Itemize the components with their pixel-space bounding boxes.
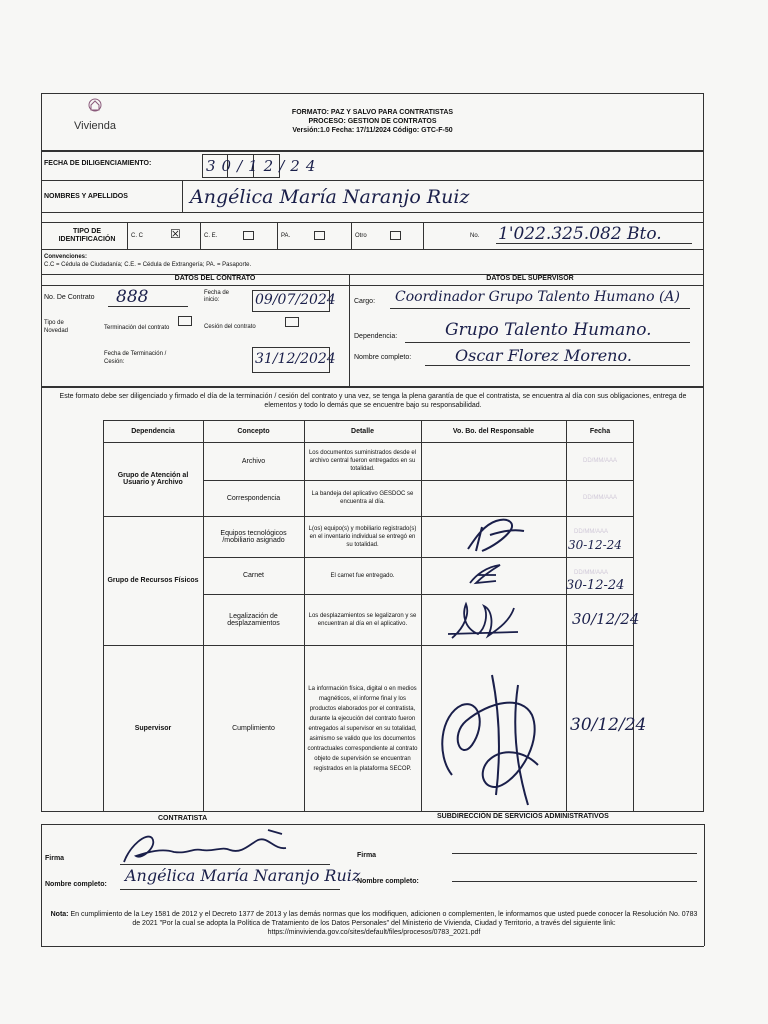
terminacion-checkbox[interactable] xyxy=(178,316,192,326)
fecha-field[interactable] xyxy=(202,154,322,178)
row-concepto: Equipos tecnológicos /mobiliario asignado xyxy=(220,529,287,544)
pa-checkbox[interactable] xyxy=(314,231,325,240)
no-label: No. xyxy=(470,233,480,239)
fecha-terminacion-field[interactable] xyxy=(252,347,336,373)
fecha-label: FECHA DE DILIGENCIAMIENTO: xyxy=(44,160,152,167)
nombre-value[interactable]: Angélica María Naranjo Ruiz xyxy=(125,866,361,885)
fecha-terminacion-value: 31/12/2024 xyxy=(255,351,336,367)
instruction-text: Este formato debe ser diligenciado y firmado el día de la terminación / cesión del contrato y una vez, se tenga la plena garantía de que el contratista, se encuentra al día con sus obligaciones, entrega de elementos y todo lo demás que se encuentre bajo su responsabilidad. xyxy=(59,393,687,409)
cargo-value[interactable]: Coordinador Grupo Talento Humano (A) xyxy=(395,289,680,305)
row-concepto: Legalización de desplazamientos xyxy=(227,612,280,627)
row-fecha-placeholder: DD/MM/AAA xyxy=(574,570,609,576)
row-detalle: El carnet fue entregado. xyxy=(330,572,395,579)
row-detalle: L(os) equipo(s) y mobiliario registrado(s) en el inventario individual se entregó en su totalidad. xyxy=(308,525,417,548)
firma-label: Firma xyxy=(45,855,65,862)
row-fecha-value[interactable]: 30-12-24 xyxy=(568,538,622,552)
group-atencion: Grupo de Atención al Usuario y Archivo xyxy=(117,472,189,486)
header-title xyxy=(200,108,545,135)
signature-supervisor xyxy=(432,665,562,810)
convenciones-title: Convenciones: xyxy=(44,254,88,260)
firma2-label: Firma xyxy=(357,852,377,859)
row-fecha-value[interactable]: 30/12/24 xyxy=(570,715,647,735)
nota-block xyxy=(48,910,700,937)
dependencia-label: Dependencia: xyxy=(354,333,398,340)
process-title: PROCESO: GESTION DE CONTRATOS xyxy=(308,118,437,125)
tipo-id-label: TIPO DE IDENTIFICACIÓN xyxy=(58,228,116,243)
nombres-label: NOMBRES Y APELLIDOS xyxy=(44,193,128,200)
no-value[interactable]: 1'022.325.082 Bto. xyxy=(498,224,662,244)
cc-label: C. C xyxy=(131,233,143,239)
group-recursos: Grupo de Recursos Físicos xyxy=(107,577,199,584)
fecha-terminacion-label: Fecha de Terminación / Cesión: xyxy=(104,351,167,365)
ce-label: C. E. xyxy=(204,233,218,239)
nota-label: Nota: xyxy=(50,911,69,918)
signature-equipos xyxy=(462,517,532,555)
nombres-value[interactable]: Angélica María Naranjo Ruiz xyxy=(190,186,470,208)
no-contrato-value[interactable]: 888 xyxy=(116,287,149,307)
dependencia-value[interactable]: Grupo Talento Humano. xyxy=(445,320,652,340)
col-concepto: Concepto xyxy=(237,427,270,435)
fecha-inicio-field[interactable] xyxy=(252,290,336,312)
row-concepto: Carnet xyxy=(242,572,264,579)
nota-text: En cumplimiento de la Ley 1581 de 2012 y el Decreto 1377 de 2013 y las demás normas que los modifiquen, adicionen o complementen, le informamos que usted puede conocer la Resolución No. 0783 de 2021 "Por la cual se adopta la Política de Tratamiento de los Datos Personales" del Ministerio de Vivienda, Ciudad y Territorio, a través del siguiente link: https://minvivienda.gov.co/sites/default/files/procesos/0783_2021.pdf xyxy=(70,911,698,936)
nombre-completo-value[interactable]: Oscar Florez Moreno. xyxy=(455,346,632,365)
format-title: FORMATO: PAZ Y SALVO PARA CONTRATISTAS xyxy=(291,109,454,116)
row-fecha-value[interactable]: 30-12-24 xyxy=(566,578,625,593)
version-line: Versión:1.0 Fecha: 17/11/2024 Código: GTC-F-50 xyxy=(292,127,453,134)
fecha-inicio-value: 09/07/2024 xyxy=(255,292,336,308)
pa-label: PA. xyxy=(281,233,291,239)
group-supervisor: Supervisor xyxy=(134,725,172,732)
fecha-value: 30/12/24 xyxy=(206,157,322,175)
logo-text: Vivienda xyxy=(74,120,116,132)
cargo-label: Cargo: xyxy=(354,298,376,305)
col-vobo: Vo. Bo. del Responsable xyxy=(452,427,535,435)
row-fecha-placeholder[interactable]: DD/MM/AAA xyxy=(582,495,617,501)
col-dependencia: Dependencia xyxy=(131,427,175,435)
row-concepto: Correspondencia xyxy=(226,494,281,502)
otro-checkbox[interactable] xyxy=(390,231,401,240)
tipo-novedad-label: Tipo de Novedad xyxy=(44,320,69,334)
cesion-checkbox[interactable] xyxy=(285,317,299,327)
no-contrato-label: No. De Contrato xyxy=(44,294,95,301)
terminacion-label: Terminación del contrato xyxy=(104,325,170,331)
row-fecha-placeholder[interactable]: DD/MM/AAA xyxy=(582,458,617,464)
col-fecha: Fecha xyxy=(589,427,611,435)
subdireccion-title: SUBDIRECCIÓN DE SERVICIOS ADMINISTRATIVOS xyxy=(437,813,609,820)
nombre-completo-label: Nombre completo: xyxy=(354,354,412,361)
cc-checkbox[interactable]: ☒ xyxy=(170,227,181,241)
row-fecha-value[interactable]: 30/12/24 xyxy=(572,610,640,628)
nombre-label: Nombre completo: xyxy=(45,881,107,888)
row-fecha-placeholder: DD/MM/AAA xyxy=(574,529,609,535)
row-detalle: La bandeja del aplicativo GESDOC se encuentra al día. xyxy=(311,491,414,505)
row-concepto: Archivo xyxy=(241,457,266,465)
fecha-inicio-label: Fecha de inicio: xyxy=(204,290,230,303)
nombre2-label: Nombre completo: xyxy=(357,878,419,885)
otro-label: Otro xyxy=(355,233,367,239)
cesion-label: Cesión del contrato xyxy=(204,324,256,330)
row-detalle: Los desplazamientos se legalizaron y se encuentran al día en el aplicativo. xyxy=(308,612,417,627)
signature-desplazamientos xyxy=(444,598,522,644)
ce-checkbox[interactable] xyxy=(243,231,254,240)
row-detalle: La información física, digital o en medios magnéticos, el informe final y los productos elaborados por el contratista, durante la ejecución del contrato fueron entregados al supervisor en su totalidad, asimismo se valido que los documentos contractuales correspondiente al contrato objeto de supervisión se encuentran registrados en la plataforma SECOP. xyxy=(307,685,418,772)
row-detalle: Los documentos suministrados desde el archivo central fueron entregados en su totalidad. xyxy=(308,450,417,472)
signature-carnet xyxy=(466,561,510,589)
convenciones-text: C.C = Cédula de Ciudadanía; C.E. = Cédula de Extrangería; PA. = Pasaporte. xyxy=(44,262,252,268)
datos-supervisor-title: DATOS DEL SUPERVISOR xyxy=(486,275,574,282)
logo xyxy=(62,97,128,147)
datos-contrato-title: DATOS DEL CONTRATO xyxy=(174,275,256,282)
contratista-title: CONTRATISTA xyxy=(158,815,208,822)
row-concepto: Cumplimiento xyxy=(232,725,275,732)
col-detalle: Detalle xyxy=(351,427,374,435)
logo-emblem-icon xyxy=(85,97,105,117)
